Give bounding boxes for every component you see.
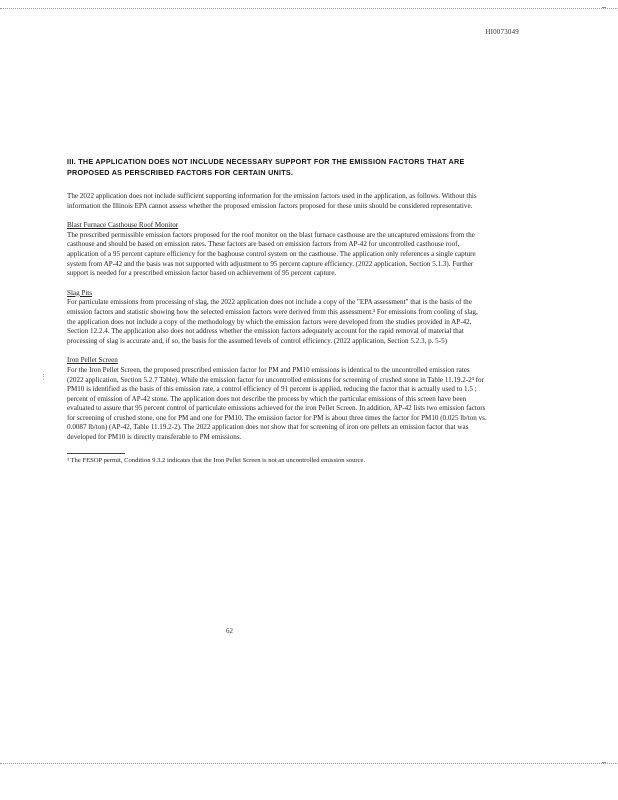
section-heading: III. THE APPLICATION DOES NOT INCLUDE NECESSARY SUPPORT FOR THE EMISSION FACTORS THAT ARE PROPOSED AS PERSCRIBED FACTORS FOR CERTAIN UNITS. (67, 157, 465, 177)
subsection-body: The prescribed permissible emission factors proposed for the roof monitor on the blast furnace casthouse are the uncaptured emissions from the casthouse and should be based on emission rates. These factors are based on emission factors from AP-42 for uncontrolled casthouse roof, application of a 95 percent capture efficiency for the baghouse control system on the casthouse. The application only references a single capture system from AP-42 and the basis was not supported with adjustment to 95 percent capture efficiency. (2022 application, Section 5.1.3). Further support is needed for a prescribed emission factor based on achievement of 95 percent capture. (67, 230, 476, 278)
scan-edge-top (0, 8, 618, 9)
subsection-iron-pellet-screen (67, 356, 487, 442)
subsection-body: For the Iron Pellet Screen, the proposed prescribed emission factor for PM and PM10 emissions is identical to the uncontrolled emission rates (2022 application, Section 5.2.7 Table). While the emission factor for uncontrolled emissions for screening of crushed stone in Table 11.19.2-2³ for PM10 is identified as the basis of this emission rate, a control efficiency of 91 percent is applied, reducing the factor that is actually used to 1.5 ; percent of emission of AP-42 stone. The application does not describe the process by which the particular emissions of this screen have been evaluated to assure that 95 percent control of particulate emissions achieved for the iron Pellet Screen. In addition, AP-42 lists two emission factors for screening of crushed stone, one for PM and one for PM10. The emission factor for PM is about three times the factor for PM10 (0.025 lb/ton vs. 0.0087 lb/ton) (AP-42, Table 11.19.2-2). The 2022 application does not show that for screening of iron ore pellets an emission factor that was developed for PM10 is directly transferable to PM emissions. (67, 365, 487, 442)
subsection-heading: Iron Pellet Screen (67, 356, 118, 365)
scan-edge-mark (602, 7, 606, 8)
scan-edge-bottom (0, 763, 618, 764)
scan-edge-mark (602, 762, 606, 763)
subsection-heading: Slag Pits (67, 288, 93, 297)
intro-paragraph: The 2022 application does not include sufficient supporting information for the emission factors used in the application, as follows. Without this information the Illinois EPA cannot assess whether the proposed emission factors proposed for these units should be considered representative. (67, 192, 477, 210)
subsection-casthouse (67, 221, 487, 279)
page-identifier: HI0073049 (485, 28, 519, 36)
footnote: ³ The FESOP permit, Condition 9.3.2 indicates that the Iron Pellet Screen is not an uncontrolled emission source. (67, 456, 366, 464)
subsection-slag-pits (67, 289, 487, 347)
page-number: 62 (226, 627, 233, 635)
margin-mark: ⋮ (40, 373, 47, 381)
footnote-divider (67, 453, 125, 454)
document-body (67, 156, 487, 465)
subsection-body: For particulate emissions from processing of slag, the 2022 application does not include a copy of the "EPA assessment" that is the basis of the emission factors and statistic showing how the selected emission factors were derived from this assessment.³ For emissions from cooling of slag, the application does not include a copy of the methodology by which the emission factors were developed from the studies provided in AP-42, Section 12.2.4. The application also does not address whether the emission factors adequately account for the rapid removal of material that processing of slag is accurate and, if so, the basis for the assumed levels of control efficiency. (2022 application, Section 5.2.3, p. 5-5) (67, 298, 478, 345)
subsection-heading: Blast Furnace Casthouse Roof Monitor (67, 221, 179, 230)
